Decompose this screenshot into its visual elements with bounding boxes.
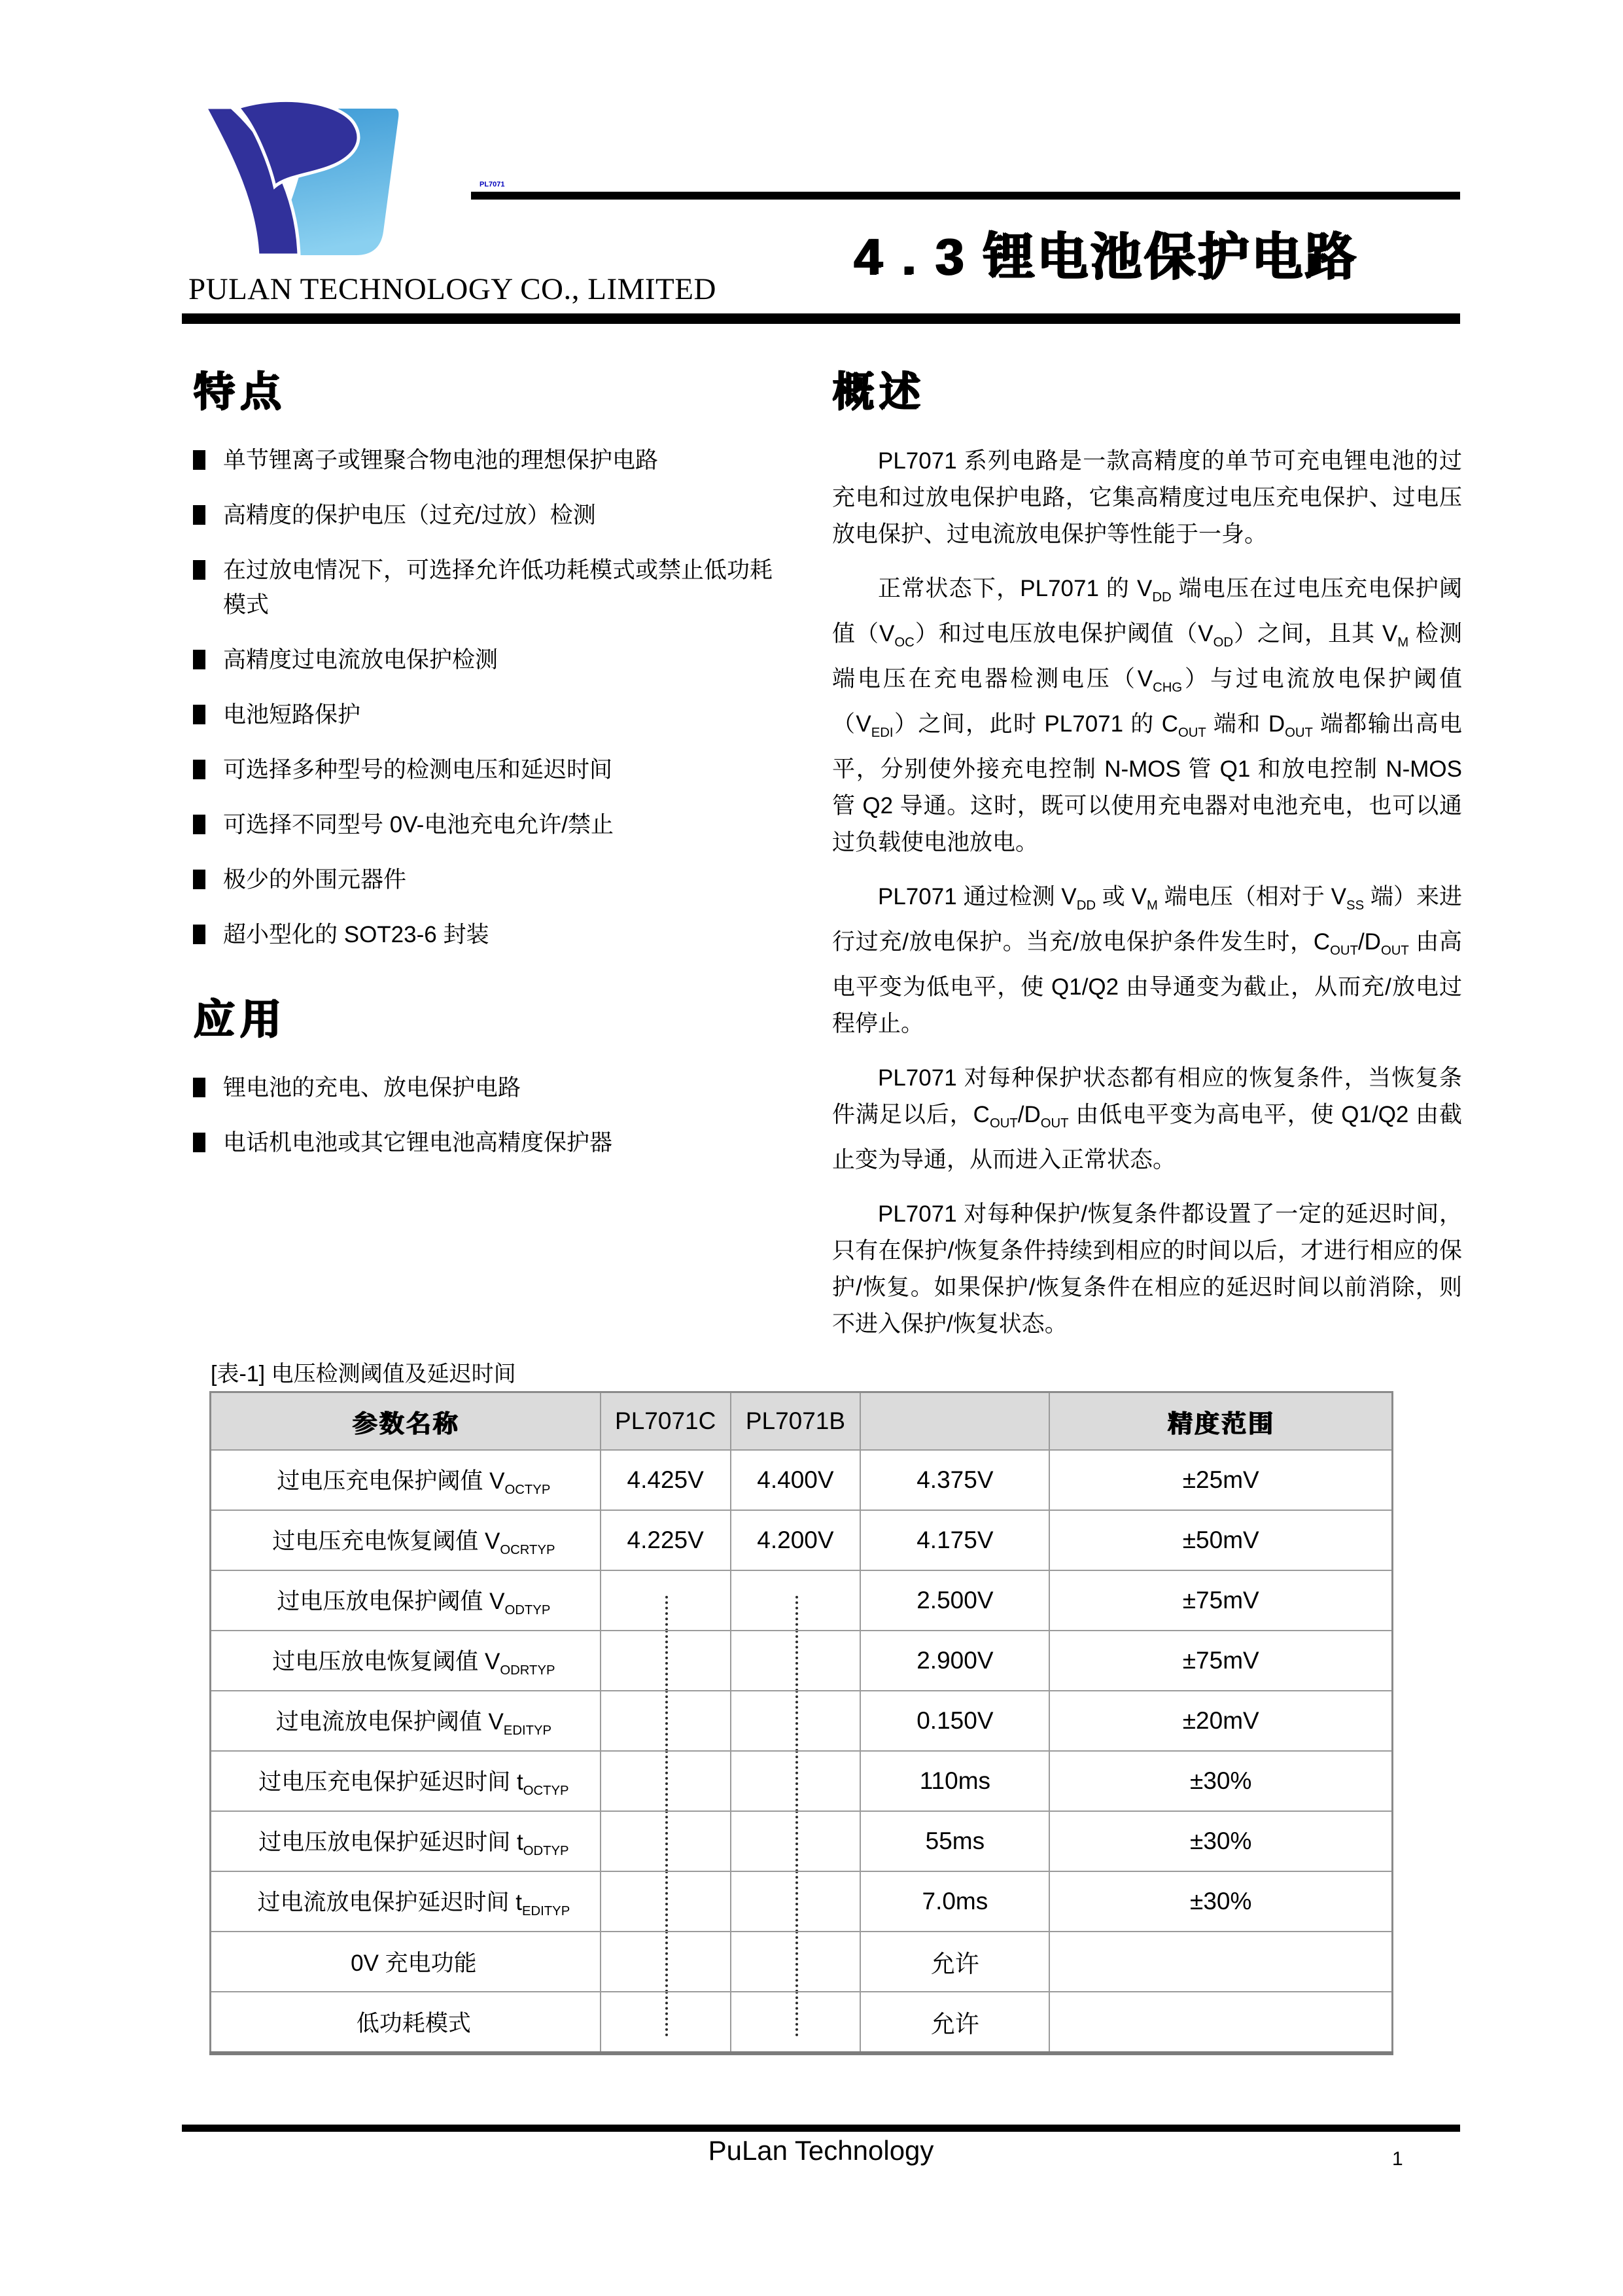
param-name-cell: 过电流放电保护延迟时间 $t_{EDITYP}$: [211, 1871, 601, 1932]
param-value-cell: 4.225V: [601, 1510, 731, 1570]
pulan-logo-icon: [191, 98, 427, 267]
param-value-cell: 4.425V: [601, 1450, 731, 1510]
ditto-cell: [731, 1691, 861, 1751]
ditto-cell: [731, 1751, 861, 1811]
square-bullet-icon: [193, 870, 205, 889]
feature-item: [193, 698, 778, 732]
square-bullet-icon: [193, 1133, 205, 1152]
param-value-cell: ±30%: [1049, 1751, 1392, 1811]
ditto-dotted-line-icon: [795, 1596, 798, 1631]
table-row: [211, 1570, 1393, 1631]
ditto-dotted-line-icon: [795, 1871, 798, 1932]
square-bullet-icon: [193, 705, 205, 724]
doc-title: 4 . 3 锂电池保护电路: [853, 228, 1358, 285]
features-list: [193, 443, 778, 952]
param-value-cell: 4.175V: [860, 1510, 1049, 1570]
overview-heading: 概述: [832, 369, 925, 415]
square-bullet-icon: [193, 650, 205, 669]
ditto-cell: [601, 1631, 731, 1691]
table-head: [211, 1392, 1393, 1451]
square-bullet-icon: [193, 505, 205, 525]
ditto-cell: [601, 1570, 731, 1631]
param-name-cell: 过电压充电恢复阈值 $V_{OCRTYP}$: [211, 1510, 601, 1570]
table-caption: [表-1] 电压检测阈值及延迟时间: [211, 1362, 516, 1386]
param-value-cell: ±75mV: [1049, 1631, 1392, 1691]
ditto-dotted-line-icon: [665, 1691, 668, 1751]
application-item: [193, 1070, 778, 1105]
ditto-dotted-line-icon: [795, 1631, 798, 1691]
param-name-cell: 过电压放电保护阈值 $V_{ODTYP}$: [211, 1570, 601, 1631]
param-value-cell: 2.900V: [860, 1631, 1049, 1691]
param-value-cell: ±50mV: [1049, 1510, 1392, 1570]
feature-item-label: 极少的外围元器件: [223, 867, 407, 892]
footer-brand: PuLan Technology: [708, 2135, 934, 2166]
param-value-cell: [1049, 1932, 1392, 1992]
square-bullet-icon: [193, 925, 205, 944]
footer-rule: [182, 2125, 1460, 2132]
feature-item-label: 单节锂离子或锂聚合物电池的理想保护电路: [223, 448, 659, 473]
ditto-cell: [731, 1871, 861, 1932]
param-value-cell: 55ms: [860, 1811, 1049, 1871]
ditto-dotted-line-icon: [665, 1751, 668, 1811]
overview-paragraphs: [832, 443, 1462, 1343]
param-value-cell: 4.200V: [731, 1510, 861, 1570]
feature-item: [193, 498, 778, 533]
table-row: [211, 1992, 1393, 2053]
ditto-cell: [601, 1691, 731, 1751]
table-body: [211, 1450, 1393, 2053]
param-name-cell: 0V 充电功能: [211, 1932, 601, 1992]
feature-item: [193, 752, 778, 787]
feature-item-label: 高精度的保护电压（过充/过放）检测: [223, 503, 596, 528]
ditto-cell: [731, 1570, 861, 1631]
feature-item: [193, 553, 778, 622]
table-row: [211, 1450, 1393, 1510]
applications-list: [193, 1070, 778, 1160]
ditto-dotted-line-icon: [665, 1992, 668, 2036]
feature-item-label: 可选择多种型号的检测电压和延迟时间: [223, 757, 613, 783]
ditto-cell: [731, 1811, 861, 1871]
param-name-cell: 过电流放电保护阈值 $V_{EDITYP}$: [211, 1691, 601, 1751]
param-value-cell: 7.0ms: [860, 1871, 1049, 1932]
ditto-dotted-line-icon: [665, 1811, 668, 1871]
square-bullet-icon: [193, 760, 205, 779]
param-name-cell: 过电压充电保护阈值 $V_{OCTYP}$: [211, 1450, 601, 1510]
param-value-cell: 4.375V: [860, 1450, 1049, 1510]
ditto-dotted-line-icon: [795, 1932, 798, 1992]
square-bullet-icon: [193, 815, 205, 834]
param-value-cell: ±75mV: [1049, 1570, 1392, 1631]
square-bullet-icon: [193, 450, 205, 470]
table-row: [211, 1871, 1393, 1932]
ditto-dotted-line-icon: [795, 1691, 798, 1751]
features-heading: 特点: [193, 369, 286, 415]
header-rule-bottom: [182, 313, 1460, 324]
feature-item-label: 高精度过电流放电保护检测: [223, 647, 498, 673]
overview-paragraph: PL7071 对每种保护/恢复条件都设置了一定的延迟时间，只有在保护/恢复条件持续到相应的时间以后，才进行相应的保护/恢复。如果保护/恢复条件在相应的延迟时间以前消除，则不进入保护/恢复状态。: [832, 1201, 1462, 1337]
param-value-cell: 4.400V: [731, 1450, 861, 1510]
param-name-cell: 过电压放电恢复阈值 $V_{ODRTYP}$: [211, 1631, 601, 1691]
header-cell: PL7071B: [731, 1392, 861, 1451]
ditto-cell: [601, 1992, 731, 2053]
square-bullet-icon: [193, 560, 205, 580]
param-value-cell: ±30%: [1049, 1811, 1392, 1871]
ditto-dotted-line-icon: [665, 1932, 668, 1992]
ditto-cell: [731, 1631, 861, 1691]
feature-item: [193, 443, 778, 478]
feature-item-label: 电池短路保护: [223, 702, 361, 728]
table-header-row: [211, 1392, 1393, 1451]
feature-item: [193, 862, 778, 897]
param-name-cell: 过电压放电保护延迟时间 $t_{ODTYP}$: [211, 1811, 601, 1871]
ditto-cell: [601, 1751, 731, 1811]
overview-paragraph: PL7071 系列电路是一款高精度的单节可充电锂电池的过充电和过放电保护电路，它集高精度过电压充电保护、过电压放电保护、过电流放电保护等性能于一身。: [832, 448, 1462, 547]
ditto-dotted-line-icon: [665, 1871, 668, 1932]
threshold-table: [209, 1391, 1393, 2055]
applications-heading: 应用: [193, 997, 286, 1042]
table-row: [211, 1691, 1393, 1751]
param-value-cell: 允许: [860, 1932, 1049, 1992]
application-item-label: 锂电池的充电、放电保护电路: [223, 1075, 521, 1101]
table-row: [211, 1751, 1393, 1811]
ditto-dotted-line-icon: [795, 1992, 798, 2036]
feature-item: [193, 643, 778, 677]
header-cell: PL7071C: [601, 1392, 731, 1451]
feature-item: [193, 807, 778, 842]
company-name: PULAN TECHNOLOGY CO., LIMITED: [188, 272, 716, 306]
param-value-cell: 2.500V: [860, 1570, 1049, 1631]
table-row: [211, 1932, 1393, 1992]
ditto-cell: [601, 1932, 731, 1992]
param-value-cell: [1049, 1992, 1392, 2053]
feature-item-label: 超小型化的 SOT23-6 封装: [223, 922, 489, 947]
param-value-cell: 允许: [860, 1992, 1049, 2053]
param-value-cell: 110ms: [860, 1751, 1049, 1811]
header-cell: 参数名称: [211, 1392, 601, 1451]
features-section: [193, 359, 778, 1180]
overview-paragraph: PL7071 对每种保护状态都有相应的恢复条件，当恢复条件满足以后，$C_{OUT}/D_{OUT}$ 由低电平变为高电平，使 Q1/Q2 由截止变为导通，从而进入正常状态。: [832, 1065, 1462, 1173]
blank-header-cell: [860, 1392, 1049, 1451]
chip-model-tag: PL7071: [480, 181, 505, 188]
table-row: [211, 1811, 1393, 1871]
ditto-dotted-line-icon: [665, 1631, 668, 1691]
param-value-cell: 0.150V: [860, 1691, 1049, 1751]
overview-section: [832, 359, 1462, 1360]
ditto-dotted-line-icon: [795, 1751, 798, 1811]
header-rule-top: [471, 192, 1460, 200]
header-cell: 精度范围: [1049, 1392, 1392, 1451]
ditto-dotted-line-icon: [665, 1596, 668, 1631]
table-row: [211, 1510, 1393, 1570]
ditto-dotted-line-icon: [795, 1811, 798, 1871]
square-bullet-icon: [193, 1078, 205, 1097]
feature-item: [193, 917, 778, 952]
feature-item-label: 在过放电情况下，可选择允许低功耗模式或禁止低功耗模式: [223, 557, 773, 618]
overview-paragraph: 正常状态下，PL7071 的 $V_{DD}$ 端电压在过电压充电保护阈值$(V_{OC})$和过电压放电保护阈值$(V_{OD})$之间，且其 $V_M$ 检测端电压在充电器检测电压$(V_{CHG})$与过电流放电保护阈值$(V_{EDI})$之间，此时 PL7071 的 $C_{OUT}$ 端和 $D_{OUT}$ 端都输出高电平，分别使外接充电控制 N-MOS 管 Q1 和放电控制 N-MOS 管 Q2 导通。这时，既可以使用充电器对电池充电，也可以通过负载使电池放电。: [832, 576, 1462, 855]
ditto-cell: [601, 1871, 731, 1932]
param-value-cell: ±30%: [1049, 1871, 1392, 1932]
param-value-cell: ±20mV: [1049, 1691, 1392, 1751]
ditto-cell: [731, 1992, 861, 2053]
table-row: [211, 1631, 1393, 1691]
param-name-cell: 过电压充电保护延迟时间 $t_{OCTYP}$: [211, 1751, 601, 1811]
page-number: 1: [1392, 2148, 1403, 2170]
company-logo: [191, 98, 427, 267]
application-item: [193, 1125, 778, 1160]
ditto-cell: [601, 1811, 731, 1871]
param-name-cell: 低功耗模式: [211, 1992, 601, 2053]
overview-paragraph: PL7071 通过检测 $V_{DD}$ 或 $V_M$ 端电压（相对于 $V_{SS}$ 端）来进行过充/放电保护。当充/放电保护条件发生时，$C_{OUT}/D_{OUT}$ 由高电平变为低电平，使 Q1/Q2 由导通变为截止，从而充/放电过程停止。: [832, 884, 1463, 1036]
application-item-label: 电话机电池或其它锂电池高精度保护器: [223, 1130, 613, 1156]
ditto-cell: [731, 1932, 861, 1992]
feature-item-label: 可选择不同型号 0V-电池充电允许/禁止: [223, 812, 614, 838]
param-value-cell: ±25mV: [1049, 1450, 1392, 1510]
